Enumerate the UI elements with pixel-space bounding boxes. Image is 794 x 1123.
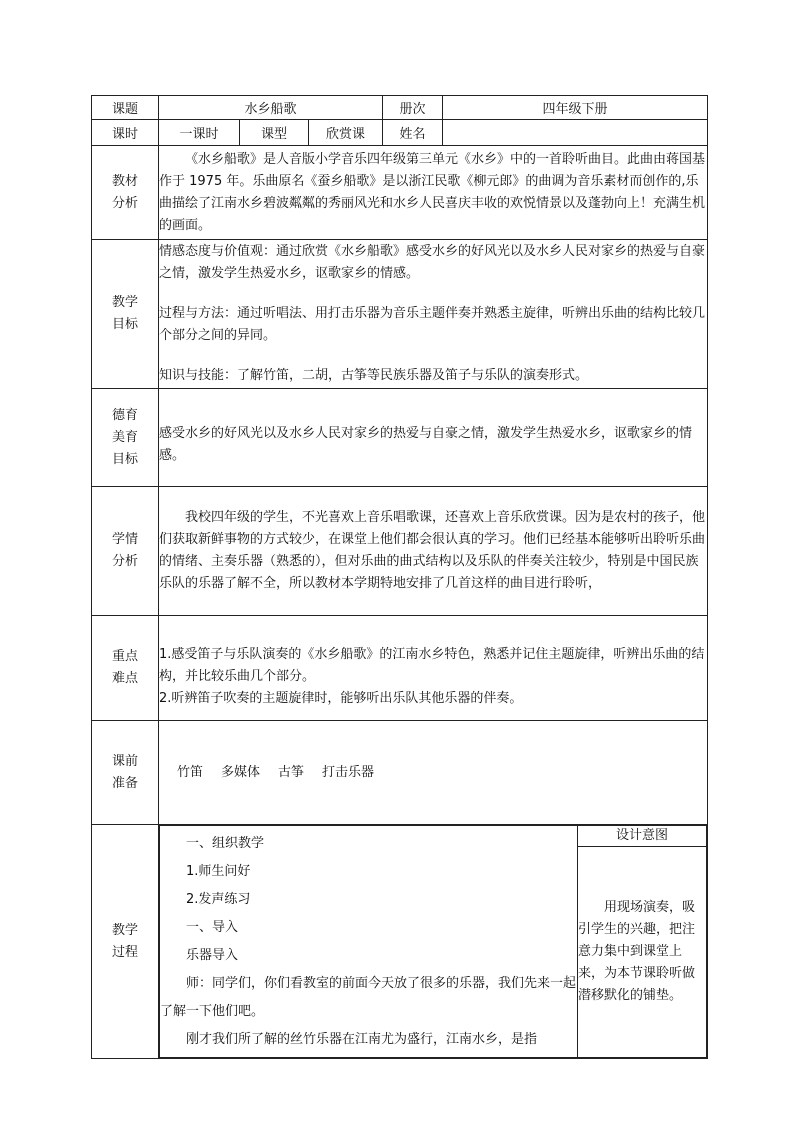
goal-knowledge: 知识与技能：了解竹笛，二胡，古筝等民族乐器及笛子与乐队的演奏形式。 [159, 368, 589, 383]
prep-item: 打击乐器 [322, 764, 375, 780]
process-inner [159, 825, 707, 1058]
topic-label: 课题 [92, 96, 159, 120]
process-label: 教学 过程 [92, 825, 159, 1059]
period-label: 课时 [92, 120, 159, 146]
learners-row [92, 487, 708, 616]
material-label: 教材 分析 [92, 146, 159, 240]
prep-row [92, 721, 708, 825]
process-steps [160, 826, 578, 1058]
prep-items [159, 721, 708, 825]
learners-label: 学情 分析 [92, 487, 159, 616]
topic-row [92, 96, 708, 120]
prep-item: 竹笛 [177, 764, 204, 780]
goals-label: 教学 目标 [92, 240, 159, 389]
design-intent-header: 设计意图 [578, 826, 707, 847]
material-row [92, 146, 708, 240]
type-value: 欣赏课 [309, 120, 383, 146]
keypoint-1: 1.感受笛子与乐队演奏的《水乡船歌》的江南水乡特色，熟悉并记住主题旋律，听辨出乐曲的结构，并比较乐曲几个部分。 [159, 647, 705, 684]
keypoints-label: 重点 难点 [92, 616, 159, 721]
type-label: 课型 [240, 120, 309, 146]
prep-label: 课前 准备 [92, 721, 159, 825]
moral-row [92, 389, 708, 487]
topic-value: 水乡船歌 [159, 96, 383, 120]
keypoints-row [92, 616, 708, 721]
design-intent-text: 用现场演奏，吸引学生的兴趣，把注意力集中到课堂上来，为本节课聆听做潜移默化的铺垫。 [578, 847, 707, 1058]
step-line: 一、导入 [186, 919, 239, 935]
step-line: 2.发声练习 [186, 891, 251, 907]
name-value[interactable] [443, 120, 708, 146]
step-line: 乐器导入 [186, 947, 239, 963]
goal-process: 过程与方法：通过听唱法、用打击乐器为音乐主题伴奏并熟悉主旋律，听辨出乐曲的结构比较几个部分之间的异同。 [159, 306, 706, 343]
prep-item: 古筝 [278, 764, 305, 780]
prep-item: 多媒体 [221, 764, 261, 780]
lesson-plan-table [91, 95, 708, 1059]
process-row [92, 825, 708, 1059]
step-line: 刚才我们所了解的丝竹乐器在江南尤为盛行，江南水乡，是指 [186, 1031, 538, 1047]
moral-label: 德育 美育 目标 [92, 389, 159, 487]
material-text: 《水乡船歌》是人音版小学音乐四年级第三单元《水乡》中的一首聆听曲目。此曲由蒋国基作于 1975 年。乐曲原名《蚕乡船歌》是以浙江民歌《柳元郎》的曲调为音乐素材而创作的,乐曲描绘了江南水乡碧波粼粼的秀丽风光和水乡人民喜庆丰收的欢悦情景以及蓬勃向上！充满生机的画面。 [159, 146, 708, 240]
keypoint-2: 2.听辨笛子吹奏的主题旋律时，能够听出乐队其他乐器的伴奏。 [159, 691, 523, 706]
goals-row [92, 240, 708, 389]
volume-value: 四年级下册 [443, 96, 708, 120]
volume-label: 册次 [383, 96, 443, 120]
period-row [92, 120, 708, 146]
keypoints-text [159, 616, 708, 721]
name-label: 姓名 [383, 120, 443, 146]
step-line: 一、组织教学 [186, 835, 265, 851]
step-line: 1.师生问好 [186, 863, 251, 879]
step-line: 师：同学们，你们看教室的前面今天放了很多的乐器，我们先来一起了解一下他们吧。 [160, 975, 577, 1019]
period-value: 一课时 [159, 120, 240, 146]
learners-text: 我校四年级的学生，不光喜欢上音乐唱歌课，还喜欢上音乐欣赏课。因为是农村的孩子，他们获取新鲜事物的方式较少，在课堂上他们都会很认真的学习。他们已经基本能够听出聆听乐曲的情绪、主奏乐器（熟悉的），但对乐曲的曲式结构以及乐队的伴奏关注较少，特别是中国民族乐队的乐器了解不全，所以教材本学期特地安排了几首这样的曲目进行聆听， [159, 487, 708, 616]
goals-text [159, 240, 708, 389]
moral-text: 感受水乡的好风光以及水乡人民对家乡的热爱与自豪之情，激发学生热爱水乡，讴歌家乡的情感。 [159, 389, 708, 487]
goal-attitude: 情感态度与价值观：通过欣赏《水乡船歌》感受水乡的好风光以及水乡人民对家乡的热爱与自豪之情，激发学生热爱水乡，讴歌家乡的情感。 [159, 244, 706, 281]
